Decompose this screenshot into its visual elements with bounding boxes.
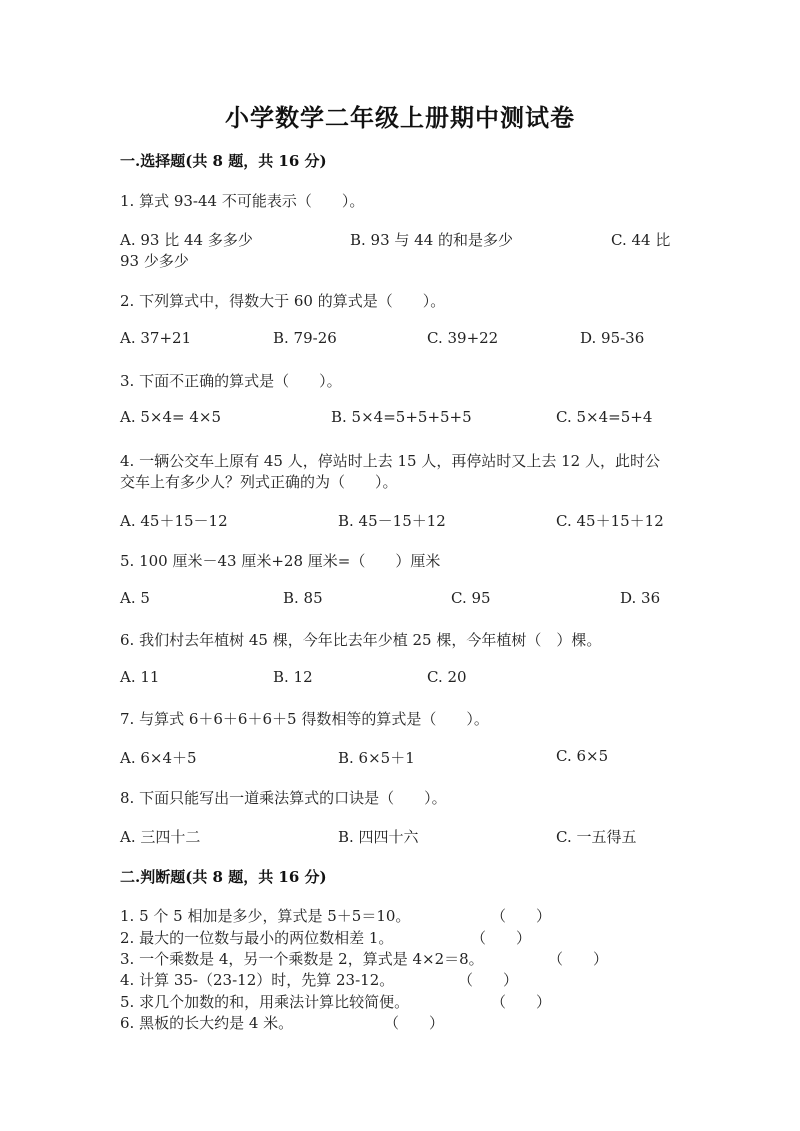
option-2c: C. 39+22 bbox=[427, 329, 499, 347]
option-5c: C. 95 bbox=[451, 589, 491, 607]
option-3b: B. 5×4=5+5+5+5 bbox=[331, 408, 472, 426]
question-2: 2. 下列算式中，得数大于 60 的算式是（ ）。 bbox=[120, 292, 446, 310]
judgment-item-1: 1. 5 个 5 相加是多少，算式是 5＋5＝10。 bbox=[120, 907, 411, 925]
question-7: 7. 与算式 6＋6＋6＋6＋5 得数相等的算式是（ ）。 bbox=[120, 710, 489, 728]
option-5a: A. 5 bbox=[120, 589, 150, 607]
answer-blank-1[interactable]: （ ） bbox=[491, 907, 552, 925]
judgment-item-2: 2. 最大的一位数与最小的两位数相差 1。 bbox=[120, 929, 394, 947]
question-3: 3. 下面不正确的算式是（ ）。 bbox=[120, 372, 342, 390]
option-8c: C. 一五得五 bbox=[556, 828, 637, 846]
answer-blank-3[interactable]: （ ） bbox=[548, 950, 609, 968]
judgment-item-3: 3. 一个乘数是 4，另一个乘数是 2，算式是 4×2＝8。 bbox=[120, 950, 484, 968]
option-3a: A. 5×4= 4×5 bbox=[120, 408, 222, 426]
option-4b: B. 45－15＋12 bbox=[338, 512, 446, 530]
question-5: 5. 100 厘米－43 厘米+28 厘米=（ ）厘米 bbox=[120, 552, 441, 570]
option-2a: A. 37+21 bbox=[120, 329, 192, 347]
option-8b: B. 四四十六 bbox=[338, 828, 419, 846]
option-2d: D. 95-36 bbox=[580, 329, 645, 347]
judgment-item-4: 4. 计算 35-（23-12）时，先算 23-12。 bbox=[120, 971, 395, 989]
option-7a: A. 6×4＋5 bbox=[120, 749, 197, 767]
option-1c-cont: 93 少多少 bbox=[120, 252, 189, 270]
option-1a: A. 93 比 44 多多少 bbox=[120, 231, 253, 249]
option-4c: C. 45＋15＋12 bbox=[556, 512, 664, 530]
option-4a: A. 45＋15－12 bbox=[120, 512, 228, 530]
option-7c: C. 6×5 bbox=[556, 747, 609, 765]
question-4: 4. 一辆公交车上原有 45 人，停站时上去 15 人，再停站时又上去 12 人，此时公 bbox=[120, 452, 660, 470]
option-6c: C. 20 bbox=[427, 668, 467, 686]
judgment-item-5: 5. 求几个加数的和，用乘法计算比较简便。 bbox=[120, 993, 410, 1011]
question-4-cont: 交车上有多少人？列式正确的为（ ）。 bbox=[120, 473, 398, 491]
option-2b: B. 79-26 bbox=[273, 329, 337, 347]
answer-blank-4[interactable]: （ ） bbox=[458, 971, 519, 989]
answer-blank-2[interactable]: （ ） bbox=[471, 929, 532, 947]
answer-blank-6[interactable]: （ ） bbox=[384, 1014, 445, 1032]
option-3c: C. 5×4=5+4 bbox=[556, 408, 653, 426]
option-5b: B. 85 bbox=[283, 589, 323, 607]
option-1c: C. 44 比 bbox=[611, 231, 671, 249]
page-title: 小学数学二年级上册期中测试卷 bbox=[225, 103, 575, 132]
question-8: 8. 下面只能写出一道乘法算式的口诀是（ ）。 bbox=[120, 789, 447, 807]
section-heading-judgment: 二.判断题(共 8 题，共 16 分) bbox=[120, 868, 327, 886]
option-5d: D. 36 bbox=[620, 589, 661, 607]
option-8a: A. 三四十二 bbox=[120, 828, 201, 846]
option-1b: B. 93 与 44 的和是多少 bbox=[350, 231, 514, 249]
option-6b: B. 12 bbox=[273, 668, 313, 686]
judgment-item-6: 6. 黑板的长大约是 4 米。 bbox=[120, 1014, 294, 1032]
option-6a: A. 11 bbox=[120, 668, 160, 686]
answer-blank-5[interactable]: （ ） bbox=[491, 993, 552, 1011]
option-7b: B. 6×5＋1 bbox=[338, 749, 415, 767]
question-1: 1. 算式 93-44 不可能表示（ ）。 bbox=[120, 192, 365, 210]
section-heading-choice: 一.选择题(共 8 题，共 16 分) bbox=[120, 152, 327, 170]
question-6: 6. 我们村去年植树 45 棵，今年比去年少植 25 棵，今年植树（ ）棵。 bbox=[120, 631, 602, 649]
